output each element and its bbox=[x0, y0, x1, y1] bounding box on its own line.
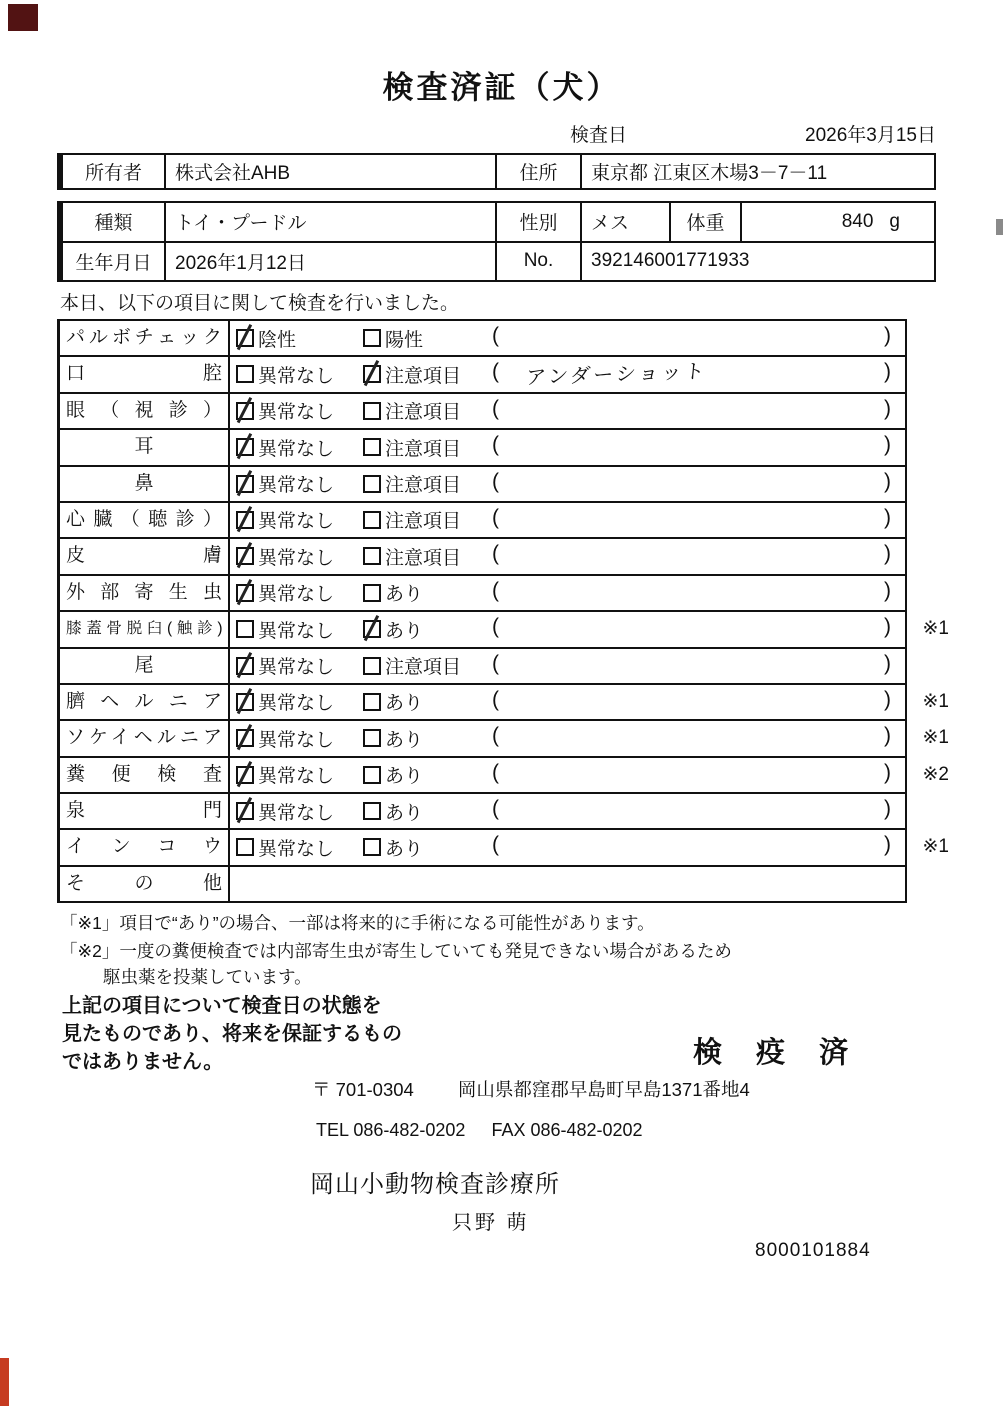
inspection-date-label: 検査日 bbox=[570, 125, 628, 146]
checklist-row-body bbox=[230, 612, 949, 646]
option-secondary-label: あり bbox=[385, 693, 424, 715]
disclaimer bbox=[62, 992, 402, 1076]
inspection-date-value: 2026年3月15日 bbox=[805, 125, 936, 146]
option-secondary bbox=[363, 830, 423, 864]
checkbox-secondary bbox=[363, 729, 381, 747]
footnote-1: 「※1」項目で“あり”の場合、一部は将来的に手術になる可能性があります。 bbox=[60, 913, 655, 933]
paren-close: ) bbox=[884, 505, 891, 529]
checklist-row bbox=[60, 576, 905, 612]
footnote-mark: ※2 bbox=[922, 763, 949, 785]
owner-table bbox=[57, 153, 936, 190]
breed-value: トイ・プードル bbox=[166, 203, 497, 241]
option-primary-label: 陰性 bbox=[258, 329, 297, 351]
option-primary bbox=[236, 830, 334, 864]
disclaimer-line-3: ではありません。 bbox=[62, 1051, 224, 1073]
serial-number: 8000101884 bbox=[755, 1240, 871, 1261]
option-primary bbox=[236, 612, 334, 646]
option-secondary-label: あり bbox=[385, 620, 424, 642]
checkbox-primary bbox=[236, 693, 254, 711]
checklist-row bbox=[60, 830, 949, 866]
checkbox-primary bbox=[236, 838, 254, 856]
option-primary bbox=[236, 321, 296, 355]
weight-value: 840 bbox=[841, 210, 874, 232]
checklist-row-body bbox=[230, 649, 905, 683]
checkbox-secondary bbox=[363, 802, 381, 820]
option-primary bbox=[236, 467, 334, 501]
checkbox-primary bbox=[236, 584, 254, 602]
option-primary-label: 異常なし bbox=[258, 438, 335, 460]
option-primary-label: 異常なし bbox=[258, 693, 335, 715]
option-secondary bbox=[363, 758, 423, 792]
clinic-name: 岡山小動物検査診療所 bbox=[310, 1171, 560, 1198]
option-secondary bbox=[363, 685, 423, 719]
option-secondary bbox=[363, 430, 461, 464]
checklist-table bbox=[57, 319, 949, 903]
weight-label: 体重 bbox=[671, 203, 742, 241]
checkbox-primary bbox=[236, 657, 254, 675]
paren-open: ( bbox=[492, 324, 499, 347]
paren-open: ( bbox=[492, 505, 499, 529]
checkbox-secondary bbox=[363, 511, 381, 529]
paren-open: ( bbox=[492, 724, 499, 748]
quarantine-passed-stamp: 検 疫 済 bbox=[693, 1037, 862, 1069]
owner-value: 株式会社AHB bbox=[166, 155, 497, 188]
checklist-row bbox=[60, 539, 905, 575]
checklist-row-body bbox=[230, 867, 905, 901]
option-secondary bbox=[363, 612, 423, 646]
option-primary-label: 異常なし bbox=[258, 802, 335, 824]
checklist-row bbox=[60, 321, 905, 357]
option-primary-label: 異常なし bbox=[258, 729, 335, 751]
handwritten-note: アンダーショット bbox=[524, 361, 709, 390]
checklist-row bbox=[60, 685, 949, 721]
page-title: 検査済証（犬） bbox=[382, 70, 621, 105]
checkbox-secondary bbox=[363, 838, 381, 856]
option-secondary-label: あり bbox=[385, 584, 424, 606]
checklist-item-label: 耳 bbox=[60, 430, 230, 464]
clinic-contact-row bbox=[316, 1120, 643, 1141]
checklist-item-label: 臍ヘルニア bbox=[60, 685, 230, 719]
checklist-row-body bbox=[230, 685, 949, 719]
option-secondary bbox=[363, 357, 461, 391]
pet-table-row-2 bbox=[63, 243, 934, 281]
clinic-address: 岡山県都窪郡早島町早島1371番地4 bbox=[457, 1079, 750, 1100]
paren-close: ) bbox=[884, 542, 891, 566]
checklist-row-body bbox=[230, 321, 905, 355]
checklist-item-label: インコウ bbox=[60, 830, 230, 864]
scan-artifact-bottom-left bbox=[0, 1358, 9, 1406]
option-secondary bbox=[363, 576, 423, 610]
option-primary-label: 異常なし bbox=[258, 657, 335, 679]
option-primary bbox=[236, 758, 334, 792]
checklist-item-label: 皮膚 bbox=[60, 539, 230, 573]
checklist-row-body bbox=[230, 467, 905, 501]
checklist-row-body bbox=[230, 394, 905, 428]
option-secondary-label: あり bbox=[385, 838, 424, 860]
weight-value-cell bbox=[742, 203, 934, 241]
checkbox-primary bbox=[236, 475, 254, 493]
checkbox-secondary bbox=[363, 620, 381, 638]
paren-close: ) bbox=[884, 578, 891, 602]
checkbox-primary bbox=[236, 802, 254, 820]
clinic-tel: TEL 086-482-0202 bbox=[316, 1120, 466, 1140]
address-label: 住所 bbox=[497, 155, 582, 188]
option-primary bbox=[236, 394, 334, 428]
checklist-item-label: パルボチェック bbox=[60, 321, 230, 355]
option-primary-label: 異常なし bbox=[258, 584, 335, 606]
option-primary-label: 異常なし bbox=[258, 475, 335, 497]
birthdate-label: 生年月日 bbox=[63, 243, 166, 281]
footnote-2: 「※2」一度の糞便検査では内部寄生虫が寄生していても発見できない場合があるため bbox=[60, 941, 732, 961]
paren-close: ) bbox=[884, 433, 891, 457]
checklist-item-label: 膝蓋骨脱臼(触診) bbox=[60, 612, 230, 646]
checkbox-primary bbox=[236, 511, 254, 529]
checklist-item-label: その他 bbox=[60, 867, 230, 901]
checklist-item-label: 泉門 bbox=[60, 794, 230, 828]
paren-close: ) bbox=[884, 396, 891, 420]
checklist-item-label: 心臓（聴診） bbox=[60, 503, 230, 537]
option-secondary-label: 注意項目 bbox=[385, 657, 462, 679]
scan-artifact-top-left bbox=[8, 4, 38, 31]
checklist-row bbox=[60, 467, 905, 503]
paren-open: ( bbox=[492, 687, 499, 711]
paren-close: ) bbox=[884, 615, 891, 639]
veterinarian-name: 只野 萌 bbox=[452, 1212, 530, 1234]
option-primary-label: 異常なし bbox=[258, 547, 335, 569]
checkbox-secondary bbox=[363, 584, 381, 602]
option-primary bbox=[236, 503, 334, 537]
paren-open: ( bbox=[492, 760, 499, 784]
option-secondary-label: 注意項目 bbox=[385, 511, 462, 533]
checklist-row bbox=[60, 357, 905, 393]
paren-close: ) bbox=[884, 469, 891, 493]
option-primary-label: 異常なし bbox=[258, 511, 335, 533]
paren-open: ( bbox=[492, 578, 499, 602]
option-secondary-label: 注意項目 bbox=[385, 438, 462, 460]
paren-close: ) bbox=[884, 687, 891, 711]
breed-label: 種類 bbox=[63, 203, 166, 241]
option-secondary-label: あり bbox=[385, 802, 424, 824]
checkbox-secondary bbox=[363, 402, 381, 420]
checkbox-primary bbox=[236, 438, 254, 456]
birthdate-value: 2026年1月12日 bbox=[166, 243, 497, 281]
checkbox-primary bbox=[236, 547, 254, 565]
option-secondary bbox=[363, 721, 423, 755]
option-secondary bbox=[363, 503, 461, 537]
option-primary bbox=[236, 357, 334, 391]
option-primary-label: 異常なし bbox=[258, 838, 335, 860]
checklist-item-label: 糞便検査 bbox=[60, 758, 230, 792]
paren-open: ( bbox=[492, 542, 499, 566]
paren-open: ( bbox=[492, 651, 499, 675]
paren-open: ( bbox=[492, 833, 499, 857]
option-secondary bbox=[363, 467, 461, 501]
option-primary bbox=[236, 794, 334, 828]
checklist-row bbox=[60, 394, 905, 430]
paren-close: ) bbox=[884, 360, 891, 384]
paren-open: ( bbox=[492, 360, 499, 384]
address-value: 東京都 江東区木場3－7－11 bbox=[591, 163, 828, 184]
option-primary-label: 異常なし bbox=[258, 365, 335, 387]
pet-table bbox=[57, 201, 936, 282]
scan-artifact-right-edge bbox=[996, 219, 1003, 235]
checklist-row bbox=[60, 503, 905, 539]
checkbox-secondary bbox=[363, 329, 381, 347]
paren-close: ) bbox=[884, 324, 891, 347]
checklist-item-label: 尾 bbox=[60, 649, 230, 683]
option-secondary-label: 注意項目 bbox=[385, 547, 462, 569]
checklist-item-label: 鼻 bbox=[60, 467, 230, 501]
clinic-fax: FAX 086-482-0202 bbox=[491, 1120, 643, 1140]
pet-table-row-1 bbox=[63, 203, 934, 243]
footnote-mark: ※1 bbox=[922, 727, 949, 749]
checkbox-primary bbox=[236, 402, 254, 420]
checklist-item-label: ソケイヘルニア bbox=[60, 721, 230, 755]
disclaimer-line-1: 上記の項目について検査日の状態を bbox=[62, 995, 382, 1017]
option-primary-label: 異常なし bbox=[258, 402, 335, 424]
checklist-row-body bbox=[230, 503, 905, 537]
weight-unit: g bbox=[889, 210, 900, 232]
option-secondary bbox=[363, 794, 423, 828]
paren-open: ( bbox=[492, 615, 499, 639]
checkbox-primary bbox=[236, 766, 254, 784]
option-primary bbox=[236, 576, 334, 610]
checkbox-primary bbox=[236, 365, 254, 383]
inspection-date-row bbox=[570, 120, 936, 147]
option-secondary-label: 注意項目 bbox=[385, 475, 462, 497]
sex-value: メス bbox=[582, 203, 671, 241]
option-secondary bbox=[363, 539, 461, 573]
no-value: 392146001771933 bbox=[591, 250, 750, 272]
checklist-row bbox=[60, 430, 905, 466]
checklist-item-label: 眼（視診） bbox=[60, 394, 230, 428]
option-secondary-label: 注意項目 bbox=[385, 402, 462, 424]
checkbox-primary bbox=[236, 729, 254, 747]
checkbox-secondary bbox=[363, 547, 381, 565]
checklist-row bbox=[60, 867, 905, 901]
no-label: No. bbox=[497, 243, 582, 281]
footnote-2-continued: 駆虫薬を投薬しています。 bbox=[103, 967, 312, 987]
checkbox-secondary bbox=[363, 766, 381, 784]
option-primary-label: 異常なし bbox=[258, 620, 335, 642]
checkbox-primary bbox=[236, 329, 254, 347]
disclaimer-line-2: 見たものであり、将来を保証するもの bbox=[62, 1023, 402, 1045]
clinic-postal-row bbox=[312, 1076, 750, 1102]
clinic-postal-code: 〒 701-0304 bbox=[312, 1079, 414, 1100]
checkbox-secondary bbox=[363, 365, 381, 383]
option-primary bbox=[236, 539, 334, 573]
checklist-row-body bbox=[230, 758, 949, 792]
option-primary bbox=[236, 430, 334, 464]
option-secondary bbox=[363, 394, 461, 428]
checklist-item-label: 外部寄生虫 bbox=[60, 576, 230, 610]
option-secondary bbox=[363, 321, 423, 355]
paren-open: ( bbox=[492, 396, 499, 420]
paren-close: ) bbox=[884, 724, 891, 748]
checklist-row-body bbox=[230, 357, 905, 391]
statement-text: 本日、以下の項目に関して検査を行いました。 bbox=[60, 293, 460, 314]
paren-close: ) bbox=[884, 651, 891, 675]
checklist-row bbox=[60, 649, 905, 685]
option-secondary-label: 注意項目 bbox=[385, 365, 462, 387]
checklist-row bbox=[60, 612, 949, 648]
footnote-mark: ※1 bbox=[922, 690, 949, 712]
checklist-row-body bbox=[230, 576, 905, 610]
paren-open: ( bbox=[492, 797, 499, 821]
checkbox-secondary bbox=[363, 693, 381, 711]
paren-close: ) bbox=[884, 760, 891, 784]
checklist-row-body bbox=[230, 830, 949, 864]
paren-close: ) bbox=[884, 797, 891, 821]
checkbox-secondary bbox=[363, 475, 381, 493]
checklist-row-body bbox=[230, 430, 905, 464]
checklist-row-body bbox=[230, 721, 949, 755]
option-primary bbox=[236, 685, 334, 719]
option-primary bbox=[236, 649, 334, 683]
option-secondary-label: 陽性 bbox=[385, 329, 424, 351]
paren-open: ( bbox=[492, 433, 499, 457]
checklist-row-body bbox=[230, 794, 905, 828]
checklist-row bbox=[60, 794, 905, 830]
option-secondary bbox=[363, 649, 461, 683]
sex-label: 性別 bbox=[497, 203, 582, 241]
option-primary bbox=[236, 721, 334, 755]
footnote-mark: ※1 bbox=[922, 836, 949, 858]
checklist-row-body bbox=[230, 539, 905, 573]
checklist-row bbox=[60, 721, 949, 757]
option-secondary-label: あり bbox=[385, 729, 424, 751]
owner-label: 所有者 bbox=[63, 155, 166, 188]
footnote-mark: ※1 bbox=[922, 618, 949, 640]
checklist-row bbox=[60, 758, 949, 794]
option-primary-label: 異常なし bbox=[258, 766, 335, 788]
checkbox-secondary bbox=[363, 657, 381, 675]
paren-open: ( bbox=[492, 469, 499, 493]
checkbox-primary bbox=[236, 620, 254, 638]
option-secondary-label: あり bbox=[385, 766, 424, 788]
checklist-item-label: 口腔 bbox=[60, 357, 230, 391]
checkbox-secondary bbox=[363, 438, 381, 456]
paren-close: ) bbox=[884, 833, 891, 857]
